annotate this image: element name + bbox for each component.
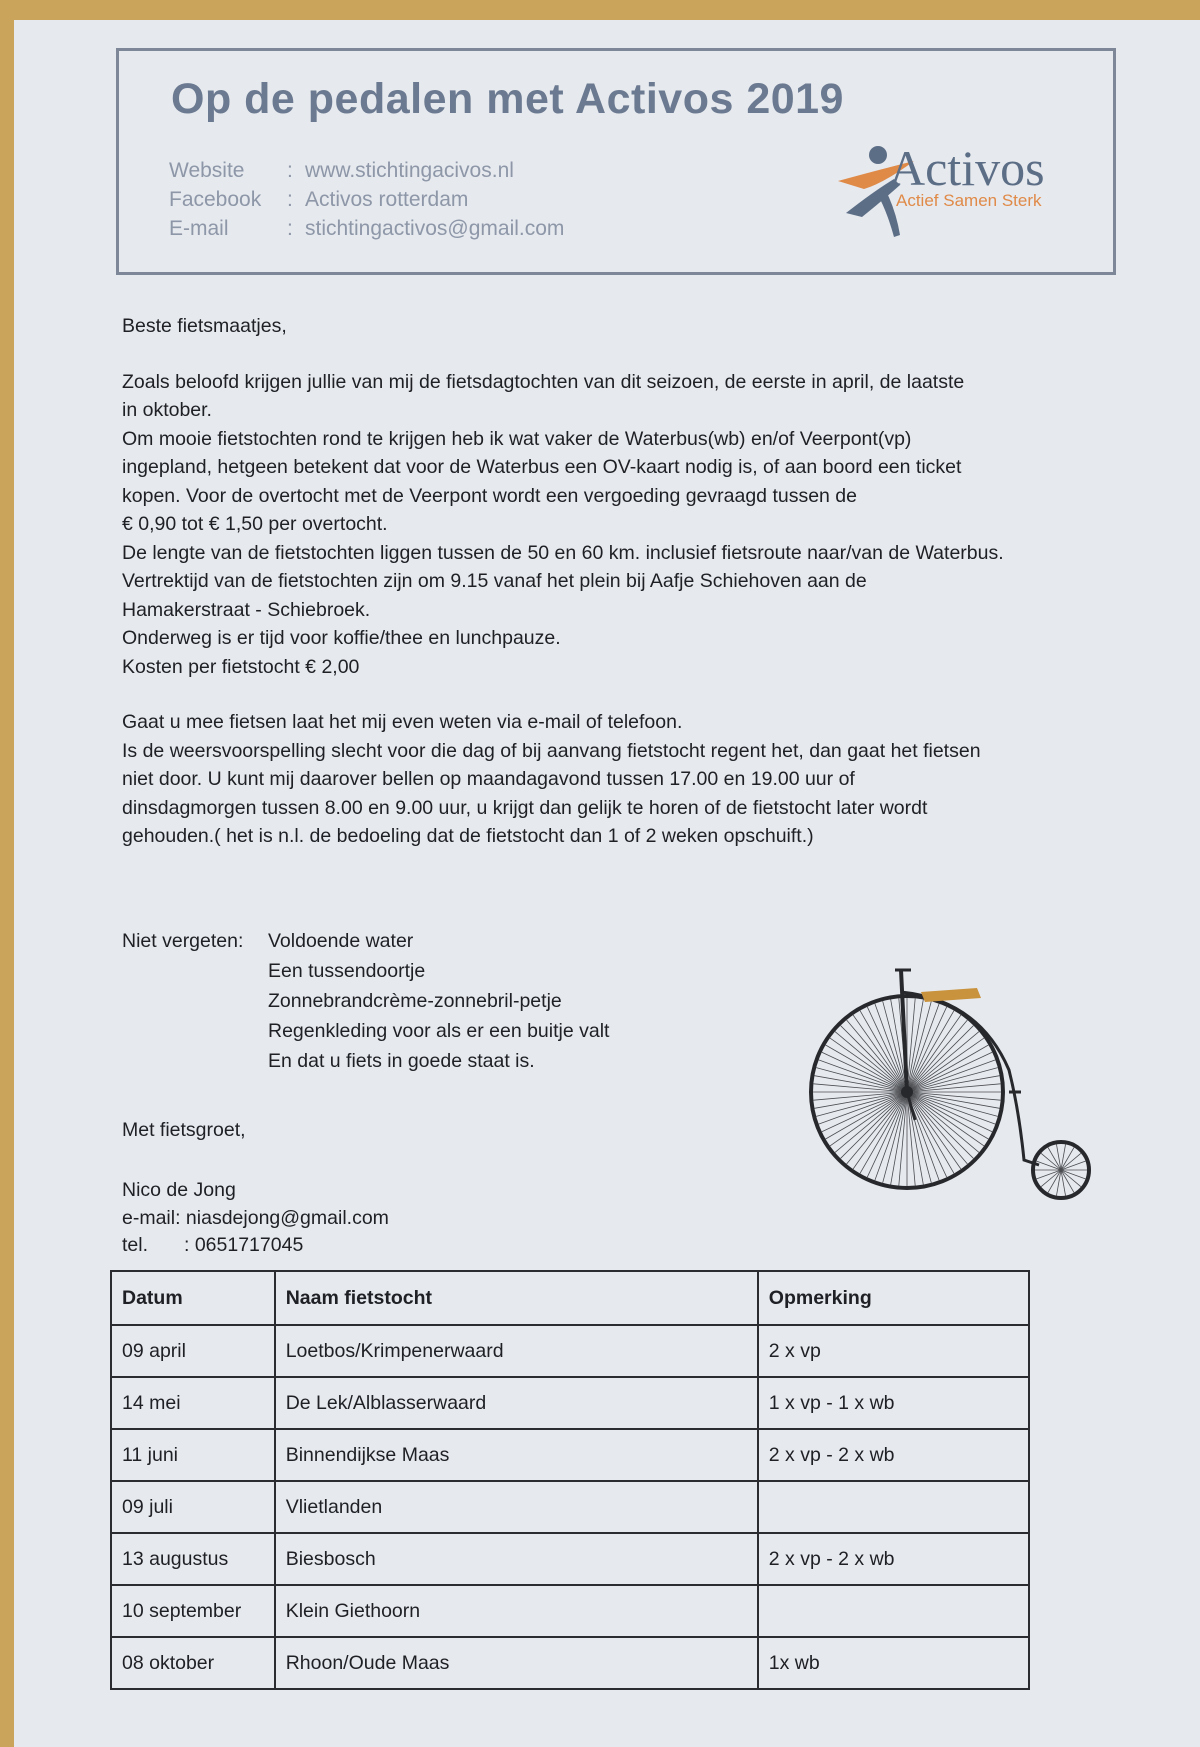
paragraph-line: Kosten per fietstocht € 2,00 bbox=[122, 655, 360, 678]
cell-date: 09 juli bbox=[111, 1481, 275, 1533]
paragraph-line: Om mooie fietstochten rond te krijgen heb ik wat vaker de Waterbus(wb) en/of Veerpont(vp) bbox=[122, 427, 912, 450]
cell-date: 14 mei bbox=[111, 1377, 275, 1429]
table-row bbox=[111, 1585, 1029, 1637]
email-link[interactable]: stichtingactivos@gmail.com bbox=[305, 217, 565, 240]
paragraph-line: niet door. U kunt mij daarover bellen op maandagavond tussen 17.00 en 19.00 uur of bbox=[122, 768, 855, 790]
paragraph-line: Zoals beloofd krijgen jullie van mij de fietsdagtochten van dit seizoen, de eerste in april, de laatste bbox=[122, 370, 965, 393]
contact-facebook bbox=[169, 188, 564, 217]
letter-body bbox=[122, 312, 1142, 851]
signature-phone bbox=[122, 1232, 389, 1260]
paragraph-line: Hamakerstraat - Schiebroek. bbox=[122, 598, 371, 621]
signature-block bbox=[122, 1177, 389, 1260]
contact-label: Website bbox=[169, 159, 245, 182]
website-link[interactable]: www.stichtingacivos.nl bbox=[305, 159, 514, 182]
logo-tagline: Actief Samen Sterk bbox=[896, 191, 1042, 210]
contact-separator: : bbox=[287, 159, 293, 182]
cell-date: 10 september bbox=[111, 1585, 275, 1637]
table-row bbox=[111, 1377, 1029, 1429]
table-row bbox=[111, 1533, 1029, 1585]
paragraph-line: Gaat u mee fietsen laat het mij even weten via e-mail of telefoon. bbox=[122, 711, 683, 733]
logo-name: Activos bbox=[889, 140, 1045, 196]
table-row bbox=[111, 1429, 1029, 1481]
paragraph-line: kopen. Voor de overtocht met de Veerpont wordt een vergoeding gevraagd tussen de bbox=[122, 484, 858, 507]
contact-label: E-mail bbox=[169, 217, 229, 240]
list-item: Voldoende water bbox=[268, 930, 414, 952]
contact-list bbox=[169, 159, 564, 246]
cell-remark bbox=[758, 1585, 1029, 1637]
cell-date: 08 oktober bbox=[111, 1637, 275, 1689]
column-header-name: Naam fietstocht bbox=[275, 1271, 758, 1325]
table-row bbox=[111, 1325, 1029, 1377]
list-item: Regenkleding voor als er een buitje valt bbox=[268, 1020, 610, 1042]
table-row bbox=[111, 1637, 1029, 1689]
cell-remark: 2 x vp bbox=[758, 1325, 1029, 1377]
greeting: Beste fietsmaatjes, bbox=[122, 315, 287, 337]
cell-remark bbox=[758, 1481, 1029, 1533]
paragraph-line: Vertrektijd van de fietstochten zijn om 9.15 vanaf het plein bij Aafje Schiehoven aan de bbox=[122, 570, 867, 592]
paragraph-line: ingepland, hetgeen betekent dat voor de Waterbus een OV-kaart nodig is, of aan boord een ticket bbox=[122, 456, 962, 478]
cell-date: 13 augustus bbox=[111, 1533, 275, 1585]
cell-name: De Lek/Alblasserwaard bbox=[275, 1377, 758, 1429]
cell-name: Loetbos/Krimpenerwaard bbox=[275, 1325, 758, 1377]
cell-name: Klein Giethoorn bbox=[275, 1585, 758, 1637]
document-page bbox=[14, 20, 1200, 1747]
cell-name: Rhoon/Oude Maas bbox=[275, 1637, 758, 1689]
paragraph-line: in oktober. bbox=[122, 399, 212, 421]
facebook-link[interactable]: Activos rotterdam bbox=[305, 188, 469, 211]
contact-label: Facebook bbox=[169, 188, 262, 211]
paragraph-line: Is de weersvoorspelling slecht voor die dag of bij aanvang fietstocht regent het, dan gaat het fietsen bbox=[122, 739, 981, 762]
phone-label: tel. bbox=[122, 1234, 149, 1256]
cell-name: Biesbosch bbox=[275, 1533, 758, 1585]
paragraph-line: gehouden.( het is n.l. de bedoeling dat de fietstocht dan 1 of 2 weken opschuift.) bbox=[122, 825, 814, 847]
penny-farthing-bicycle-icon bbox=[809, 960, 1099, 1200]
paragraph-line: € 0,90 tot € 1,50 per overtocht. bbox=[122, 513, 388, 535]
paragraph-line: Onderweg is er tijd voor koffie/thee en lunchpauze. bbox=[122, 627, 561, 649]
list-item: Een tussendoortje bbox=[268, 960, 426, 982]
cell-name: Vlietlanden bbox=[275, 1481, 758, 1533]
list-item: En dat u fiets in goede staat is. bbox=[268, 1050, 535, 1072]
cell-remark: 1x wb bbox=[758, 1637, 1029, 1689]
paragraph-line: dinsdagmorgen tussen 8.00 en 9.00 uur, u krijgt dan gelijk te horen of de fietstocht later wordt bbox=[122, 796, 928, 819]
reminder-label: Niet vergeten: bbox=[122, 930, 244, 952]
table-row bbox=[111, 1481, 1029, 1533]
signoff: Met fietsgroet, bbox=[122, 1119, 246, 1141]
cell-date: 11 juni bbox=[111, 1429, 275, 1481]
reminder-list bbox=[268, 926, 609, 1076]
column-header-date: Datum bbox=[111, 1271, 275, 1325]
cell-remark: 2 x vp - 2 x wb bbox=[758, 1429, 1029, 1481]
phone-value: : 0651717045 bbox=[184, 1234, 304, 1256]
signature-name: Nico de Jong bbox=[122, 1179, 236, 1201]
page-title: Op de pedalen met Activos 2019 bbox=[171, 75, 844, 123]
schedule-table bbox=[110, 1270, 1030, 1690]
list-item: Zonnebrandcrème-zonnebril-petje bbox=[268, 990, 562, 1012]
header-box bbox=[116, 48, 1116, 275]
paragraph-line: De lengte van de fietstochten liggen tussen de 50 en 60 km. inclusief fietsroute naar/van de Waterbus. bbox=[122, 541, 1004, 564]
contact-website bbox=[169, 159, 564, 188]
cell-remark: 2 x vp - 2 x wb bbox=[758, 1533, 1029, 1585]
activos-logo bbox=[834, 139, 1074, 239]
table-header-row bbox=[111, 1271, 1029, 1325]
column-header-remark: Opmerking bbox=[758, 1271, 1029, 1325]
contact-email bbox=[169, 217, 564, 246]
cell-date: 09 april bbox=[111, 1325, 275, 1377]
contact-separator: : bbox=[287, 217, 293, 240]
cell-remark: 1 x vp - 1 x wb bbox=[758, 1377, 1029, 1429]
signature-email[interactable]: e-mail: niasdejong@gmail.com bbox=[122, 1206, 389, 1229]
cell-name: Binnendijkse Maas bbox=[275, 1429, 758, 1481]
contact-separator: : bbox=[287, 188, 293, 211]
